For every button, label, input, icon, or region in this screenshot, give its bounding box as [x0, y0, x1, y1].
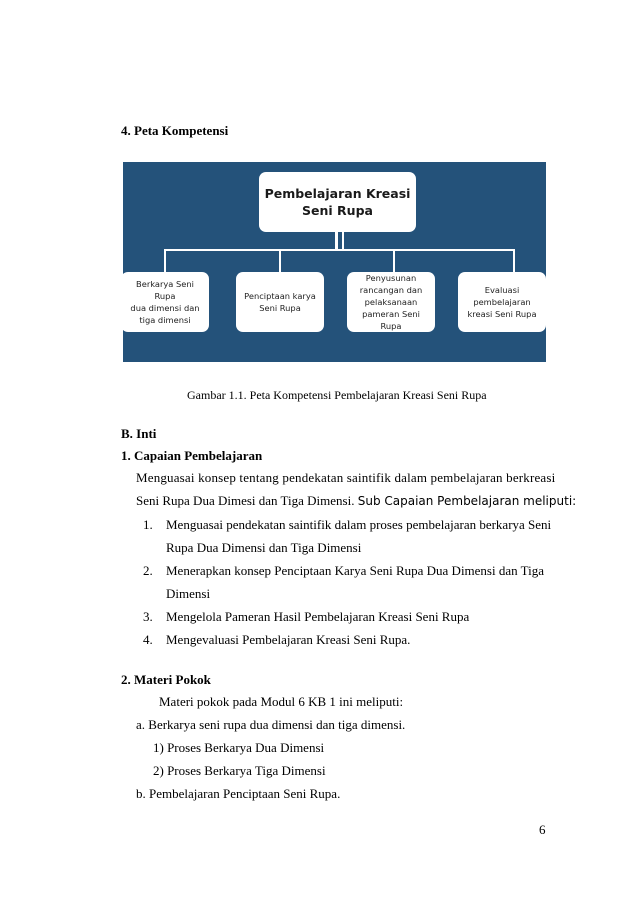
root-line-1: Pembelajaran Kreasi [264, 186, 411, 201]
capaian-item-1-line-1: Menguasai pendekatan saintifik dalam proses pembelajaran berkarya Seni [166, 517, 552, 532]
horizontal-connector [164, 249, 515, 251]
child4-line-3: kreasi Seni Rupa [467, 309, 537, 319]
section-heading-inti: B. Inti [121, 426, 157, 441]
materi-item-a2: 2) Proses Berkarya Tiga Dimensi [153, 763, 326, 778]
materi-item-a: a. Berkarya seni rupa dua dimensi dan tiga dimensi. [136, 717, 406, 732]
child1-line-1: Berkarya Seni Rupa [136, 279, 194, 301]
materi-item-b: b. Pembelajaran Penciptaan Seni Rupa. [136, 786, 341, 801]
capaian-item-4-line-1: Mengevaluasi Pembelajaran Kreasi Seni Rupa. [166, 632, 411, 647]
capaian-item-2-number: 2. [143, 563, 153, 578]
child3-line-1: Penyusunan [365, 273, 417, 283]
competency-map-diagram [123, 162, 546, 362]
child1-line-3: tiga dimensi [139, 315, 191, 325]
diagram-child-node-4 [458, 272, 546, 332]
capaian-item-3-number: 3. [143, 609, 153, 624]
child4-line-2: pembelajaran [473, 297, 531, 307]
capaian-item-3-line-1: Mengelola Pameran Hasil Pembelajaran Kreasi Seni Rupa [166, 609, 470, 624]
capaian-paragraph-line-2a: Seni Rupa Dua Dimesi dan Tiga Dimensi. [136, 493, 355, 508]
capaian-paragraph-line-2 [136, 493, 576, 509]
diagram-child-node-3 [347, 272, 435, 332]
capaian-paragraph-line-1: Menguasai konsep tentang pendekatan saintifik dalam pembelajaran berkreasi [136, 470, 556, 485]
child3-line-3: pelaksanaan [364, 297, 418, 307]
capaian-item-2-line-1: Menerapkan konsep Penciptaan Karya Seni Rupa Dua Dimensi dan Tiga [166, 563, 545, 578]
page-number: 6 [539, 822, 546, 837]
child2-line-1: Penciptaan karya [244, 291, 316, 301]
capaian-item-1-line-2: Rupa Dua Dimensi dan Tiga Dimensi [166, 540, 362, 555]
diagram-root-node [259, 172, 416, 232]
capaian-paragraph-line-2b: Sub Capaian Pembelajaran meliputi: [357, 494, 577, 508]
child-connector-4 [513, 249, 515, 272]
child3-line-2: rancangan dan [359, 285, 423, 295]
child3-line-4: pameran Seni Rupa [362, 309, 420, 331]
materi-intro: Materi pokok pada Modul 6 KB 1 ini meliputi: [159, 694, 404, 709]
capaian-item-2-line-2: Dimensi [166, 586, 211, 601]
diagram-child-node-2 [236, 272, 324, 332]
child4-line-1: Evaluasi [484, 285, 520, 295]
child-connector-3 [393, 249, 395, 272]
child-connector-2 [279, 249, 281, 272]
diagram-child-node-1 [121, 272, 209, 332]
root-connector-2 [342, 232, 344, 250]
child2-line-2: Seni Rupa [259, 303, 301, 313]
capaian-item-4-number: 4. [143, 632, 153, 647]
capaian-item-1-number: 1. [143, 517, 153, 532]
figure-caption: Gambar 1.1. Peta Kompetensi Pembelajaran Kreasi Seni Rupa [187, 388, 487, 402]
section-heading-peta-kompetensi: 4. Peta Kompetensi [121, 123, 229, 138]
child-connector-1 [164, 249, 166, 272]
heading-materi-pokok: 2. Materi Pokok [121, 672, 211, 687]
materi-item-a1: 1) Proses Berkarya Dua Dimensi [153, 740, 325, 755]
root-connector [335, 232, 338, 250]
heading-capaian-pembelajaran: 1. Capaian Pembelajaran [121, 448, 263, 463]
child1-line-2: dua dimensi dan [130, 303, 200, 313]
root-line-2: Seni Rupa [302, 203, 373, 218]
